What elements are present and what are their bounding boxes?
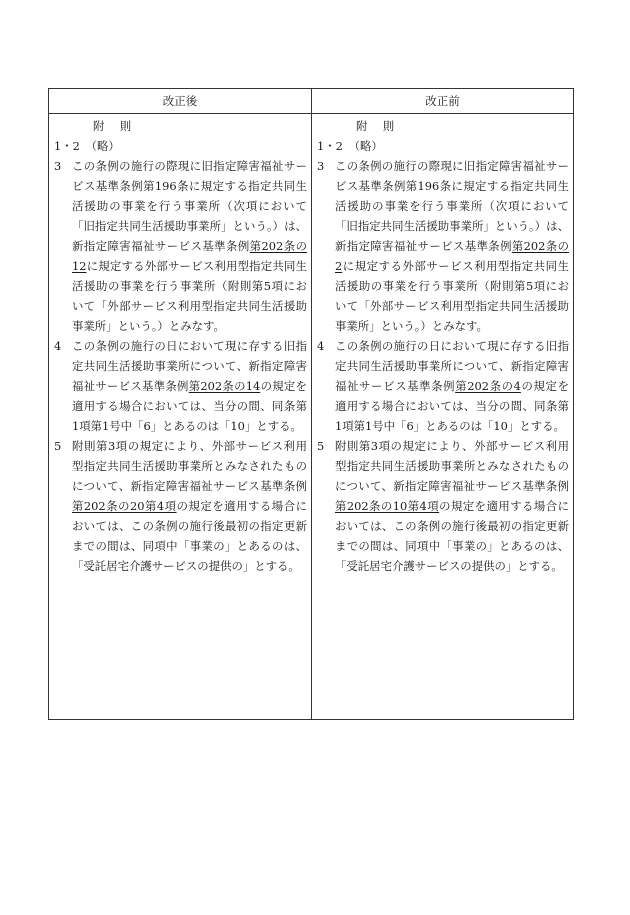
paragraph-number: 3	[317, 159, 325, 173]
column-before	[311, 89, 573, 719]
paragraph-5	[317, 436, 569, 576]
paragraph-number: 4	[317, 339, 325, 353]
paragraph-number: 5	[317, 439, 325, 453]
column-header-after: 改正後	[49, 89, 311, 114]
paragraph-4	[54, 336, 307, 436]
paragraph-text-cont: の規定を適用する場合においては、この条例の施行後最初の指定更新までの間は、同項中「事業の」とあるのは、「受託居宅介護サービスの提供の」とする。	[72, 499, 307, 573]
supplementary-provisions-title: 附 則	[356, 119, 397, 133]
amended-article-ref: 第202条の20第4項	[72, 499, 177, 513]
amended-article-ref: 第202条の2	[335, 239, 569, 273]
column-body-before	[312, 114, 573, 576]
paragraph-5	[54, 436, 307, 576]
paragraph-number: 3	[54, 159, 62, 173]
amended-article-ref: 第202条の14	[188, 379, 261, 393]
paragraph-3	[54, 156, 307, 336]
paragraph-text: この条例の施行の際現に旧指定障害福祉サービス基準条例第196条に規定する指定共同生活援助の事業を行う事業所（次項において「旧指定共同生活援助事業所」という。）は、新指定障害福祉サービス基準条例	[335, 159, 569, 253]
paragraph-text-cont: の規定を適用する場合においては、当分の間、同条第1項第1号中「6」とあるのは「10」とする。	[335, 379, 569, 433]
paragraph-text-cont: の規定を適用する場合においては、当分の間、同条第1項第1号中「6」とあるのは「10」とする。	[72, 379, 307, 433]
paragraph-text: この条例の施行の際現に旧指定障害福祉サービス基準条例第196条に規定する指定共同生活援助の事業を行う事業所（次項において「旧指定共同生活援助事業所」という。）は、新指定障害福祉サービス基準条例	[72, 159, 307, 253]
column-after	[49, 89, 311, 719]
items-1-2-omitted: 1・2 （略）	[317, 139, 383, 153]
column-body-after	[49, 114, 311, 576]
supplementary-provisions-title: 附 則	[93, 119, 134, 133]
amended-article-ref: 第202条の4	[455, 379, 521, 393]
paragraph-number: 4	[54, 339, 62, 353]
paragraph-text-cont: に規定する外部サービス利用型指定共同生活援助の事業を行う事業所（附則第5項において「外部サービス利用型指定共同生活援助事業所」という。）とみなす。	[72, 259, 307, 333]
paragraph-text: 附則第3項の規定により、外部サービス利用型指定共同生活援助事業所とみなされたものについて、新指定障害福祉サービス基準条例	[335, 439, 569, 493]
paragraph-text: この条例の施行の日において現に存する旧指定共同生活援助事業所について、新指定障害福祉サービス基準条例	[72, 339, 307, 393]
paragraph-3	[317, 156, 569, 336]
paragraph-4	[317, 336, 569, 436]
paragraph-text: 附則第3項の規定により、外部サービス利用型指定共同生活援助事業所とみなされたものについて、新指定障害福祉サービス基準条例	[72, 439, 307, 493]
amended-article-ref: 第202条の10第4項	[335, 499, 440, 513]
amended-article-ref: 第202条の12	[72, 239, 307, 273]
paragraph-text-cont: に規定する外部サービス利用型指定共同生活援助の事業を行う事業所（附則第5項において「外部サービス利用型指定共同生活援助事業所」という。）とみなす。	[335, 259, 569, 333]
paragraph-text-cont: の規定を適用する場合においては、この条例の施行後最初の指定更新までの間は、同項中「事業の」とあるのは、「受託居宅介護サービスの提供の」とする。	[335, 499, 569, 573]
paragraph-number: 5	[54, 439, 62, 453]
comparison-table	[48, 88, 574, 720]
items-1-2-omitted: 1・2 （略）	[54, 139, 120, 153]
paragraph-text: この条例の施行の日において現に存する旧指定共同生活援助事業所について、新指定障害福祉サービス基準条例	[335, 339, 569, 393]
column-header-before: 改正前	[312, 89, 573, 114]
